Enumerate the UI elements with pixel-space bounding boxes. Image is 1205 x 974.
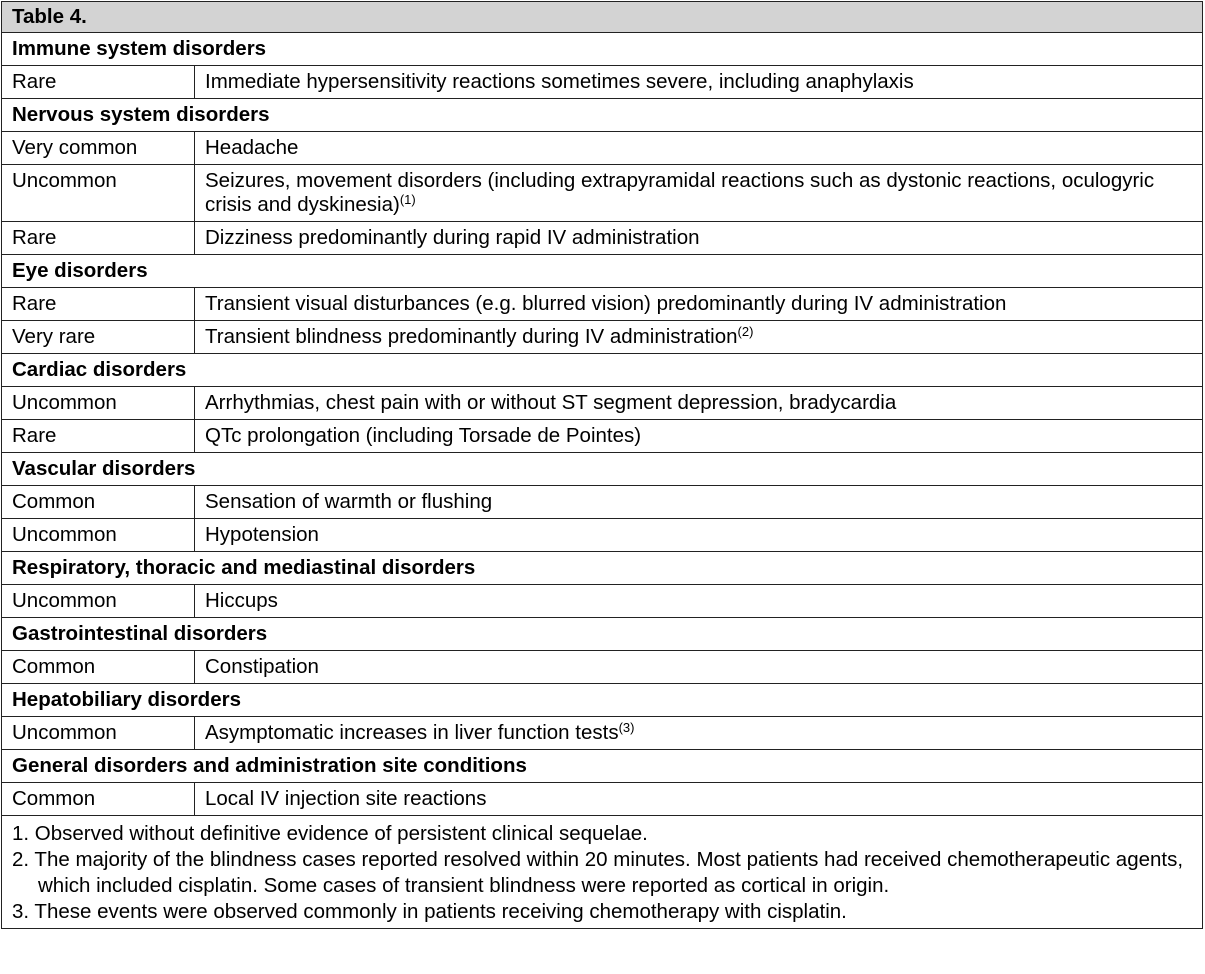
table-row: [2, 717, 1203, 750]
frequency-cell: Common: [2, 651, 195, 684]
frequency-cell: Uncommon: [2, 387, 195, 420]
section-heading-row: [2, 33, 1203, 66]
reaction-cell: [195, 585, 1203, 618]
table-row: [2, 165, 1203, 222]
frequency-cell: Rare: [2, 66, 195, 99]
table-row: [2, 288, 1203, 321]
section-heading-row: [2, 618, 1203, 651]
reaction-cell: [195, 420, 1203, 453]
frequency-cell: Uncommon: [2, 717, 195, 750]
reaction-text: Seizures, movement disorders (including extrapyramidal reactions such as dystonic reactions, oculogyric crisis and dyskinesia): [205, 169, 1155, 216]
table-row: [2, 387, 1203, 420]
reaction-cell: [195, 165, 1203, 222]
table-row: [2, 222, 1203, 255]
reaction-cell: [195, 321, 1203, 354]
reaction-text: Transient visual disturbances (e.g. blurred vision) predominantly during IV administration: [205, 292, 1007, 315]
frequency-cell: Very common: [2, 132, 195, 165]
frequency-cell: Common: [2, 486, 195, 519]
reaction-text: Hypotension: [205, 523, 319, 546]
section-heading-row: [2, 552, 1203, 585]
section-heading-row: [2, 684, 1203, 717]
reaction-cell: [195, 717, 1203, 750]
frequency-cell: Common: [2, 783, 195, 816]
section-heading: Immune system disorders: [2, 33, 1203, 66]
footnote: 2. The majority of the blindness cases reported resolved within 20 minutes. Most patients had received chemotherapeutic agents, which included cisplatin. Some cases of transient blindness were reported as cortical in origin.: [12, 848, 1184, 897]
reaction-text: QTc prolongation (including Torsade de Pointes): [205, 424, 642, 447]
table-title: Table 4.: [2, 2, 1203, 33]
footnotes-row: [2, 816, 1203, 929]
section-heading-row: [2, 750, 1203, 783]
section-heading: General disorders and administration site conditions: [2, 750, 1203, 783]
frequency-cell: Rare: [2, 222, 195, 255]
footnote: 1. Observed without definitive evidence of persistent clinical sequelae.: [12, 822, 648, 845]
table-row: [2, 132, 1203, 165]
table-body: [2, 2, 1203, 929]
footnote-ref: (2): [737, 324, 754, 339]
reaction-text: Arrhythmias, chest pain with or without ST segment depression, bradycardia: [205, 391, 897, 414]
table-row: [2, 486, 1203, 519]
reaction-text: Local IV injection site reactions: [205, 787, 487, 810]
reaction-text: Headache: [205, 136, 299, 159]
reaction-cell: [195, 288, 1203, 321]
reaction-cell: [195, 387, 1203, 420]
frequency-cell: Uncommon: [2, 519, 195, 552]
section-heading: Eye disorders: [2, 255, 1203, 288]
frequency-cell: Very rare: [2, 321, 195, 354]
section-heading-row: [2, 255, 1203, 288]
reaction-cell: [195, 783, 1203, 816]
section-heading: Gastrointestinal disorders: [2, 618, 1203, 651]
reaction-cell: [195, 519, 1203, 552]
section-heading-row: [2, 453, 1203, 486]
section-heading: Respiratory, thoracic and mediastinal disorders: [2, 552, 1203, 585]
section-heading: Nervous system disorders: [2, 99, 1203, 132]
frequency-cell: Rare: [2, 420, 195, 453]
table-row: [2, 519, 1203, 552]
reaction-cell: [195, 66, 1203, 99]
reaction-text: Dizziness predominantly during rapid IV administration: [205, 226, 700, 249]
footnotes: [2, 816, 1203, 929]
frequency-cell: Rare: [2, 288, 195, 321]
table-row: [2, 585, 1203, 618]
table-row: [2, 321, 1203, 354]
frequency-cell: Uncommon: [2, 585, 195, 618]
footnote-ref: (1): [399, 192, 416, 207]
table-row: [2, 783, 1203, 816]
reaction-cell: [195, 132, 1203, 165]
reaction-text: Transient blindness predominantly during IV administration: [205, 325, 738, 348]
reaction-cell: [195, 222, 1203, 255]
table-row: [2, 651, 1203, 684]
adverse-reactions-table: [1, 1, 1203, 929]
reaction-text: Hiccups: [205, 589, 278, 612]
section-heading: Vascular disorders: [2, 453, 1203, 486]
table-title-row: [2, 2, 1203, 33]
section-heading: Cardiac disorders: [2, 354, 1203, 387]
reaction-cell: [195, 651, 1203, 684]
footnote-ref: (3): [618, 720, 635, 735]
table-row: [2, 66, 1203, 99]
reaction-text: Constipation: [205, 655, 319, 678]
section-heading: Hepatobiliary disorders: [2, 684, 1203, 717]
section-heading-row: [2, 99, 1203, 132]
reaction-text: Sensation of warmth or flushing: [205, 490, 493, 513]
table-row: [2, 420, 1203, 453]
section-heading-row: [2, 354, 1203, 387]
reaction-text: Asymptomatic increases in liver function tests: [205, 721, 619, 744]
frequency-cell: Uncommon: [2, 165, 195, 222]
reaction-cell: [195, 486, 1203, 519]
reaction-text: Immediate hypersensitivity reactions sometimes severe, including anaphylaxis: [205, 70, 914, 93]
footnote: 3. These events were observed commonly in patients receiving chemotherapy with cisplatin.: [12, 900, 847, 923]
